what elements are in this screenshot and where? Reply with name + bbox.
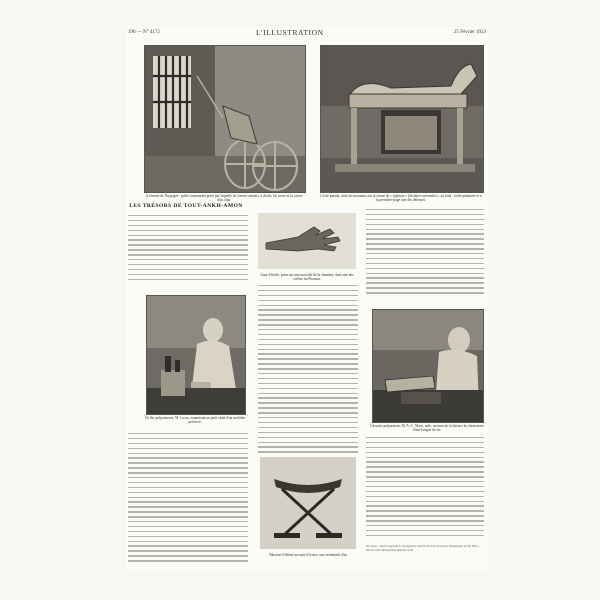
copyright-footnote: The Times : World copyright by arrangement with the Earl of Carnarvon. Photographs by Mr. Harry Burton of the Metropolitan Museum of Art. — [366, 545, 479, 552]
caption-top-left: A l'entrée de l'hypogée : grille surmontant porte par laquelle les trésors extraits, à droite, les roues et la caisse d'un char. — [145, 194, 303, 203]
photo-glove-illustration — [258, 213, 356, 269]
caption-top-right: Lit de parade, dont les montants ont la forme de « typhons » (divinités infernales) ; au fond : boîte peinturée et à la première-page une des défenses. — [320, 194, 482, 203]
caption-mid-right: Un autre préparateur, M. A.-C. Mace, aide, ouvrant de la faïence les fermetures d'une longue de fer. — [370, 424, 484, 433]
page-number: 196 — N° 4172 — [128, 30, 160, 35]
photo-tomb-entrance-chariot — [144, 45, 306, 193]
article-column-3-top — [366, 209, 484, 305]
photo-stool-illustration — [260, 457, 356, 549]
photo-ceremonial-couch — [320, 45, 484, 193]
caption-bottom: Tabouret d'ébène incrusté d'ivoire, aux extrémités d'un — [268, 553, 348, 557]
caption-mid-left: Un des préparateurs, M. Lucas, examinant un petit objet d'un mobilier préservé. — [144, 416, 246, 425]
photo-glove — [258, 213, 356, 269]
article-title: LES TRÉSORS DE TOUT-ANKH-AMON — [129, 203, 243, 209]
article-column-3-bottom — [366, 437, 484, 541]
issue-date: 25 Février 1923 — [454, 30, 486, 35]
photo-lucas-working — [146, 295, 246, 415]
caption-glove: Gant d'étoffe, peint sur une muraille de la chambre, dans une des coffres du Pharaon. — [260, 273, 354, 282]
article-column-1-bottom — [128, 433, 248, 567]
photo-lucas-illustration — [147, 296, 245, 414]
newspaper-page — [126, 27, 488, 572]
photo-couch-illustration — [321, 46, 483, 192]
photo-tomb-entrance-illustration — [145, 46, 305, 192]
photo-mace-illustration — [373, 310, 483, 422]
article-column-1-intro — [128, 215, 248, 287]
photo-mace-working — [372, 309, 484, 423]
photo-stool — [260, 457, 356, 549]
page-header — [126, 27, 488, 39]
article-column-2-middle — [258, 285, 358, 459]
publication-title: L'ILLUSTRATION — [256, 28, 324, 37]
